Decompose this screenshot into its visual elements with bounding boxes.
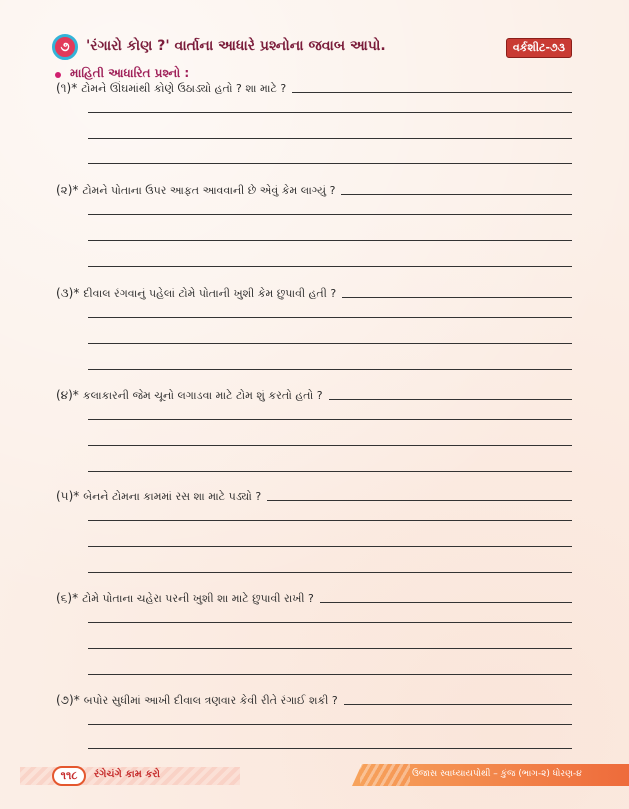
- subheading-text: માહિતી આધારિત પ્રશ્નો :: [70, 66, 190, 80]
- question-1: [56, 80, 572, 96]
- question-line: [56, 182, 572, 198]
- question-text: ટોમને પોતાના ઉપર આફત આવવાની છે એવું કેમ લાગ્યું ?: [82, 184, 336, 197]
- question-text: દીવાલ રંગવાનું પહેલાં ટોમે પોતાની ખુશી કેમ છુપાવી હતી ?: [83, 287, 337, 300]
- answer-line[interactable]: [320, 602, 572, 603]
- question-line: [56, 80, 572, 96]
- answer-line[interactable]: [88, 445, 572, 446]
- question-number: (૫)*: [56, 489, 80, 503]
- answer-line[interactable]: [88, 214, 572, 215]
- question-line: [56, 387, 572, 403]
- answer-line[interactable]: [88, 648, 572, 649]
- question-text: કલાકારની જેમ ચૂનો લગાડવા માટે ટોમ શું કરતો હતો ?: [82, 389, 323, 402]
- question-6: [56, 590, 572, 606]
- question-text: બેનને ટોમના કામમાં રસ શા માટે પડ્યો ?: [83, 490, 262, 503]
- question-number: (૩)*: [56, 286, 80, 300]
- question-5: [56, 488, 572, 504]
- answer-line[interactable]: [329, 399, 572, 400]
- question-3: [56, 285, 572, 301]
- footer-stripes-decoration: [360, 764, 410, 786]
- question-line: [56, 488, 572, 504]
- answer-line[interactable]: [267, 500, 572, 501]
- question-line: [56, 590, 572, 606]
- exercise-number-badge: ૭: [52, 34, 78, 60]
- footer-book-title: ઉજાસ સ્વાધ્યાયપોથી – કુંજ (ભાગ-૨) ધોરણ-૪: [412, 769, 582, 779]
- question-text: ટોમે પોતાના ચહેરા પરની ખુશી શા માટે છુપાવી રાખી ?: [82, 592, 314, 605]
- answer-line[interactable]: [88, 748, 572, 749]
- section-subheading: [52, 66, 189, 81]
- answer-line[interactable]: [88, 471, 572, 472]
- question-7: [56, 692, 572, 708]
- answer-line[interactable]: [341, 194, 572, 195]
- question-number: (૨)*: [56, 183, 79, 197]
- answer-line[interactable]: [88, 343, 572, 344]
- question-text: બપોર સુધીમાં આખી દીવાલ ત્રણવાર કેવી રીતે રંગાઈ શકી ?: [83, 694, 338, 707]
- worksheet-header: [52, 34, 572, 64]
- answer-line[interactable]: [88, 546, 572, 547]
- answer-line[interactable]: [88, 520, 572, 521]
- answer-line[interactable]: [342, 297, 572, 298]
- worksheet-number-tag: વર્કશીટ-૭૩: [506, 38, 572, 58]
- answer-line[interactable]: [88, 317, 572, 318]
- question-text: ટોમને ઊંઘમાંથી કોણે ઉઠાડ્યો હતો ? શા માટે ?: [81, 82, 287, 95]
- question-4: [56, 387, 572, 403]
- answer-line[interactable]: [88, 112, 572, 113]
- answer-line[interactable]: [88, 674, 572, 675]
- answer-line[interactable]: [344, 704, 572, 705]
- footer-slogan: રંગેચંગે કામ કરો: [94, 769, 161, 780]
- question-number: (૭)*: [56, 693, 80, 707]
- answer-line[interactable]: [88, 419, 572, 420]
- question-number: (૪)*: [56, 388, 79, 402]
- answer-line[interactable]: [88, 724, 572, 725]
- answer-line[interactable]: [292, 92, 572, 93]
- question-number: (૧)*: [56, 81, 78, 95]
- page-number: ૧૧૮: [52, 766, 86, 786]
- question-line: [56, 692, 572, 708]
- answer-line[interactable]: [88, 138, 572, 139]
- question-line: [56, 285, 572, 301]
- question-number: (૬)*: [56, 591, 79, 605]
- answer-line[interactable]: [88, 163, 572, 164]
- answer-line[interactable]: [88, 572, 572, 573]
- question-2: [56, 182, 572, 198]
- answer-line[interactable]: [88, 369, 572, 370]
- answer-line[interactable]: [88, 240, 572, 241]
- answer-line[interactable]: [88, 622, 572, 623]
- answer-line[interactable]: [88, 266, 572, 267]
- exercise-title: 'રંગારો કોણ ?' વાર્તાના આધારે પ્રશ્નોના જવાબ આપો.: [86, 38, 386, 54]
